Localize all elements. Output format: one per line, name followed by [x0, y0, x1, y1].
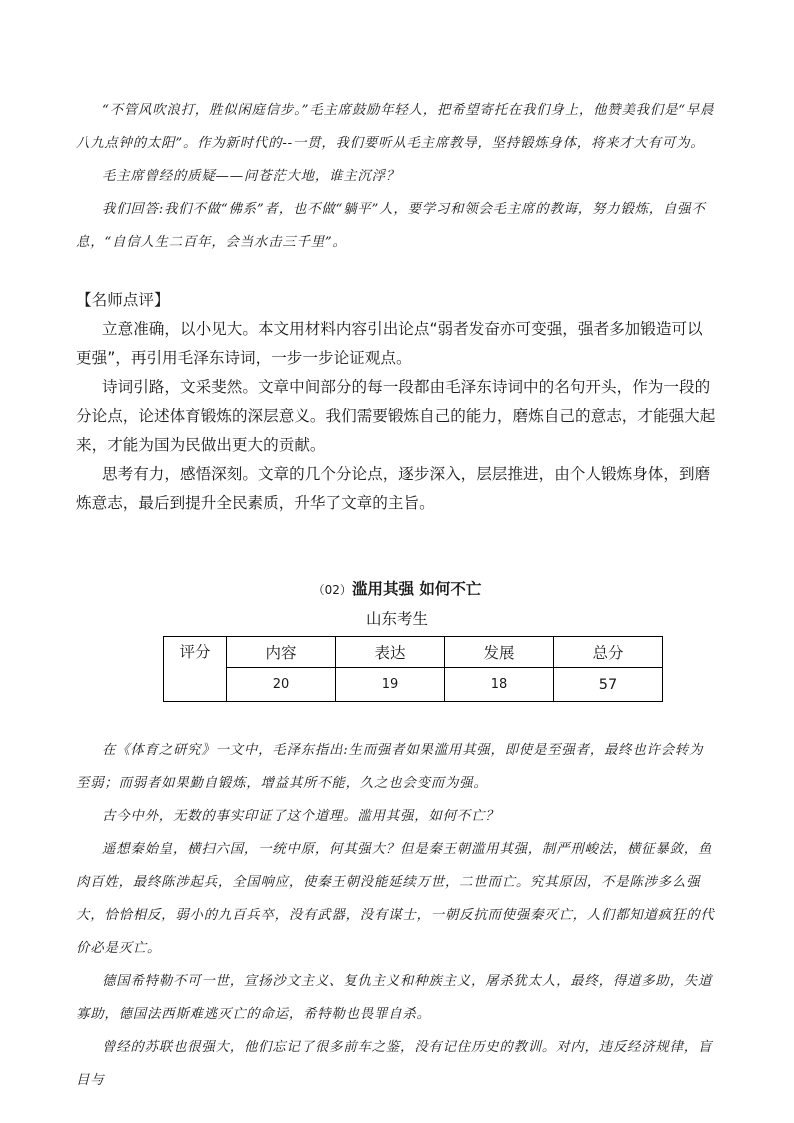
essay-paragraph: 古今中外，无数的事实印证了这个道理。滥用其强，如何不亡？	[102, 809, 500, 824]
essay-paragraph: “不管风吹浪打，胜似闲庭信步。”毛主席鼓励年轻人，把希望寄托在我们身上，他赞美我们是“早晨八九点钟的太阳”。作为新时代的--一贯，我们要听从毛主席教导，坚持锻炼身体，将来才大有可为。	[76, 103, 715, 151]
score-value: 18	[445, 668, 554, 702]
essay-1-body	[76, 94, 716, 259]
score-header: 表达	[336, 637, 445, 668]
essay-paragraph: 曾经的苏联也很强大，他们忘记了很多前车之鉴，没有记住历史的教训。对内，违反经济规律，盲目与	[76, 1040, 713, 1088]
review-paragraph: 思考有力，感悟深刻。文章的几个分论点，逐步深入，层层推进，由个人锻炼身体，到磨炼意志，最后到提升全民素质，升华了文章的主旨。	[76, 465, 711, 512]
review-paragraph: 立意准确，以小见大。本文用材料内容引出论点“弱者发奋亦可变强，强者多加锻造可以更强”，再引用毛泽东诗词，一步一步论证观点。	[76, 320, 703, 367]
review-paragraph: 诗词引路，文采斐然。文章中间部分的每一段都由毛泽东诗词中的名句开头，作为一段的分论点，论述体育锻炼的深层意义。我们需要锻炼自己的能力，磨炼自己的意志，才能强大起来，才能为国为民做出更大的贡献。	[76, 378, 716, 454]
review-section	[76, 286, 716, 518]
essay-title: 滥用其强 如何不亡	[351, 580, 482, 598]
review-heading: 【名师点评】	[76, 291, 170, 309]
essay-paragraph: 我们回答:我们不做“佛系”者，也不做“躺平”人，要学习和领会毛主席的教诲，努力锻炼，自强不息，“自信人生二百年，会当水击三千里”。	[76, 202, 706, 250]
essay-2-body	[76, 734, 716, 1097]
score-value: 19	[336, 668, 445, 702]
essay-paragraph: 德国希特勒不可一世，宣扬沙文主义、复仇主义和种族主义，屠杀犹太人，最终，得道多助，失道寡助，德国法西斯难逃灭亡的命运，希特勒也畏罪自杀。	[76, 974, 713, 1022]
essay-2-title	[0, 578, 794, 601]
score-value: 20	[227, 668, 336, 702]
score-total: 57	[554, 668, 663, 702]
essay-paragraph: 在《体育之研究》一文中，毛泽东指出:生而强者如果滥用其强，即使是至强者，最终也许会转为至弱；而弱者如果勤自锻炼，增益其所不能，久之也会变而为强。	[76, 743, 704, 791]
essay-paragraph: 毛主席曾经的质疑——问苍茫大地，谁主沉浮？	[102, 169, 401, 184]
score-header: 发展	[445, 637, 554, 668]
score-row-label: 评分	[164, 637, 227, 702]
score-header: 内容	[227, 637, 336, 668]
essay-paragraph: 遥想秦始皇，横扫六国，一统中原，何其强大？但是秦王朝滥用其强，制严刑峻法，横征暴敛，鱼肉百姓，最终陈涉起兵，全国响应，使秦王朝没能延续万世，二世而亡。究其原因，不是陈涉多么强大，恰恰相反，弱小的九百兵卒，没有武器，没有谋士，一朝反抗而使强秦灭亡，人们都知道疯狂的代价必是灭亡。	[76, 842, 715, 956]
essay-author: 山东考生	[365, 610, 428, 628]
score-table	[163, 636, 663, 702]
score-header: 总分	[554, 637, 663, 668]
essay-number: （02）	[312, 583, 352, 597]
